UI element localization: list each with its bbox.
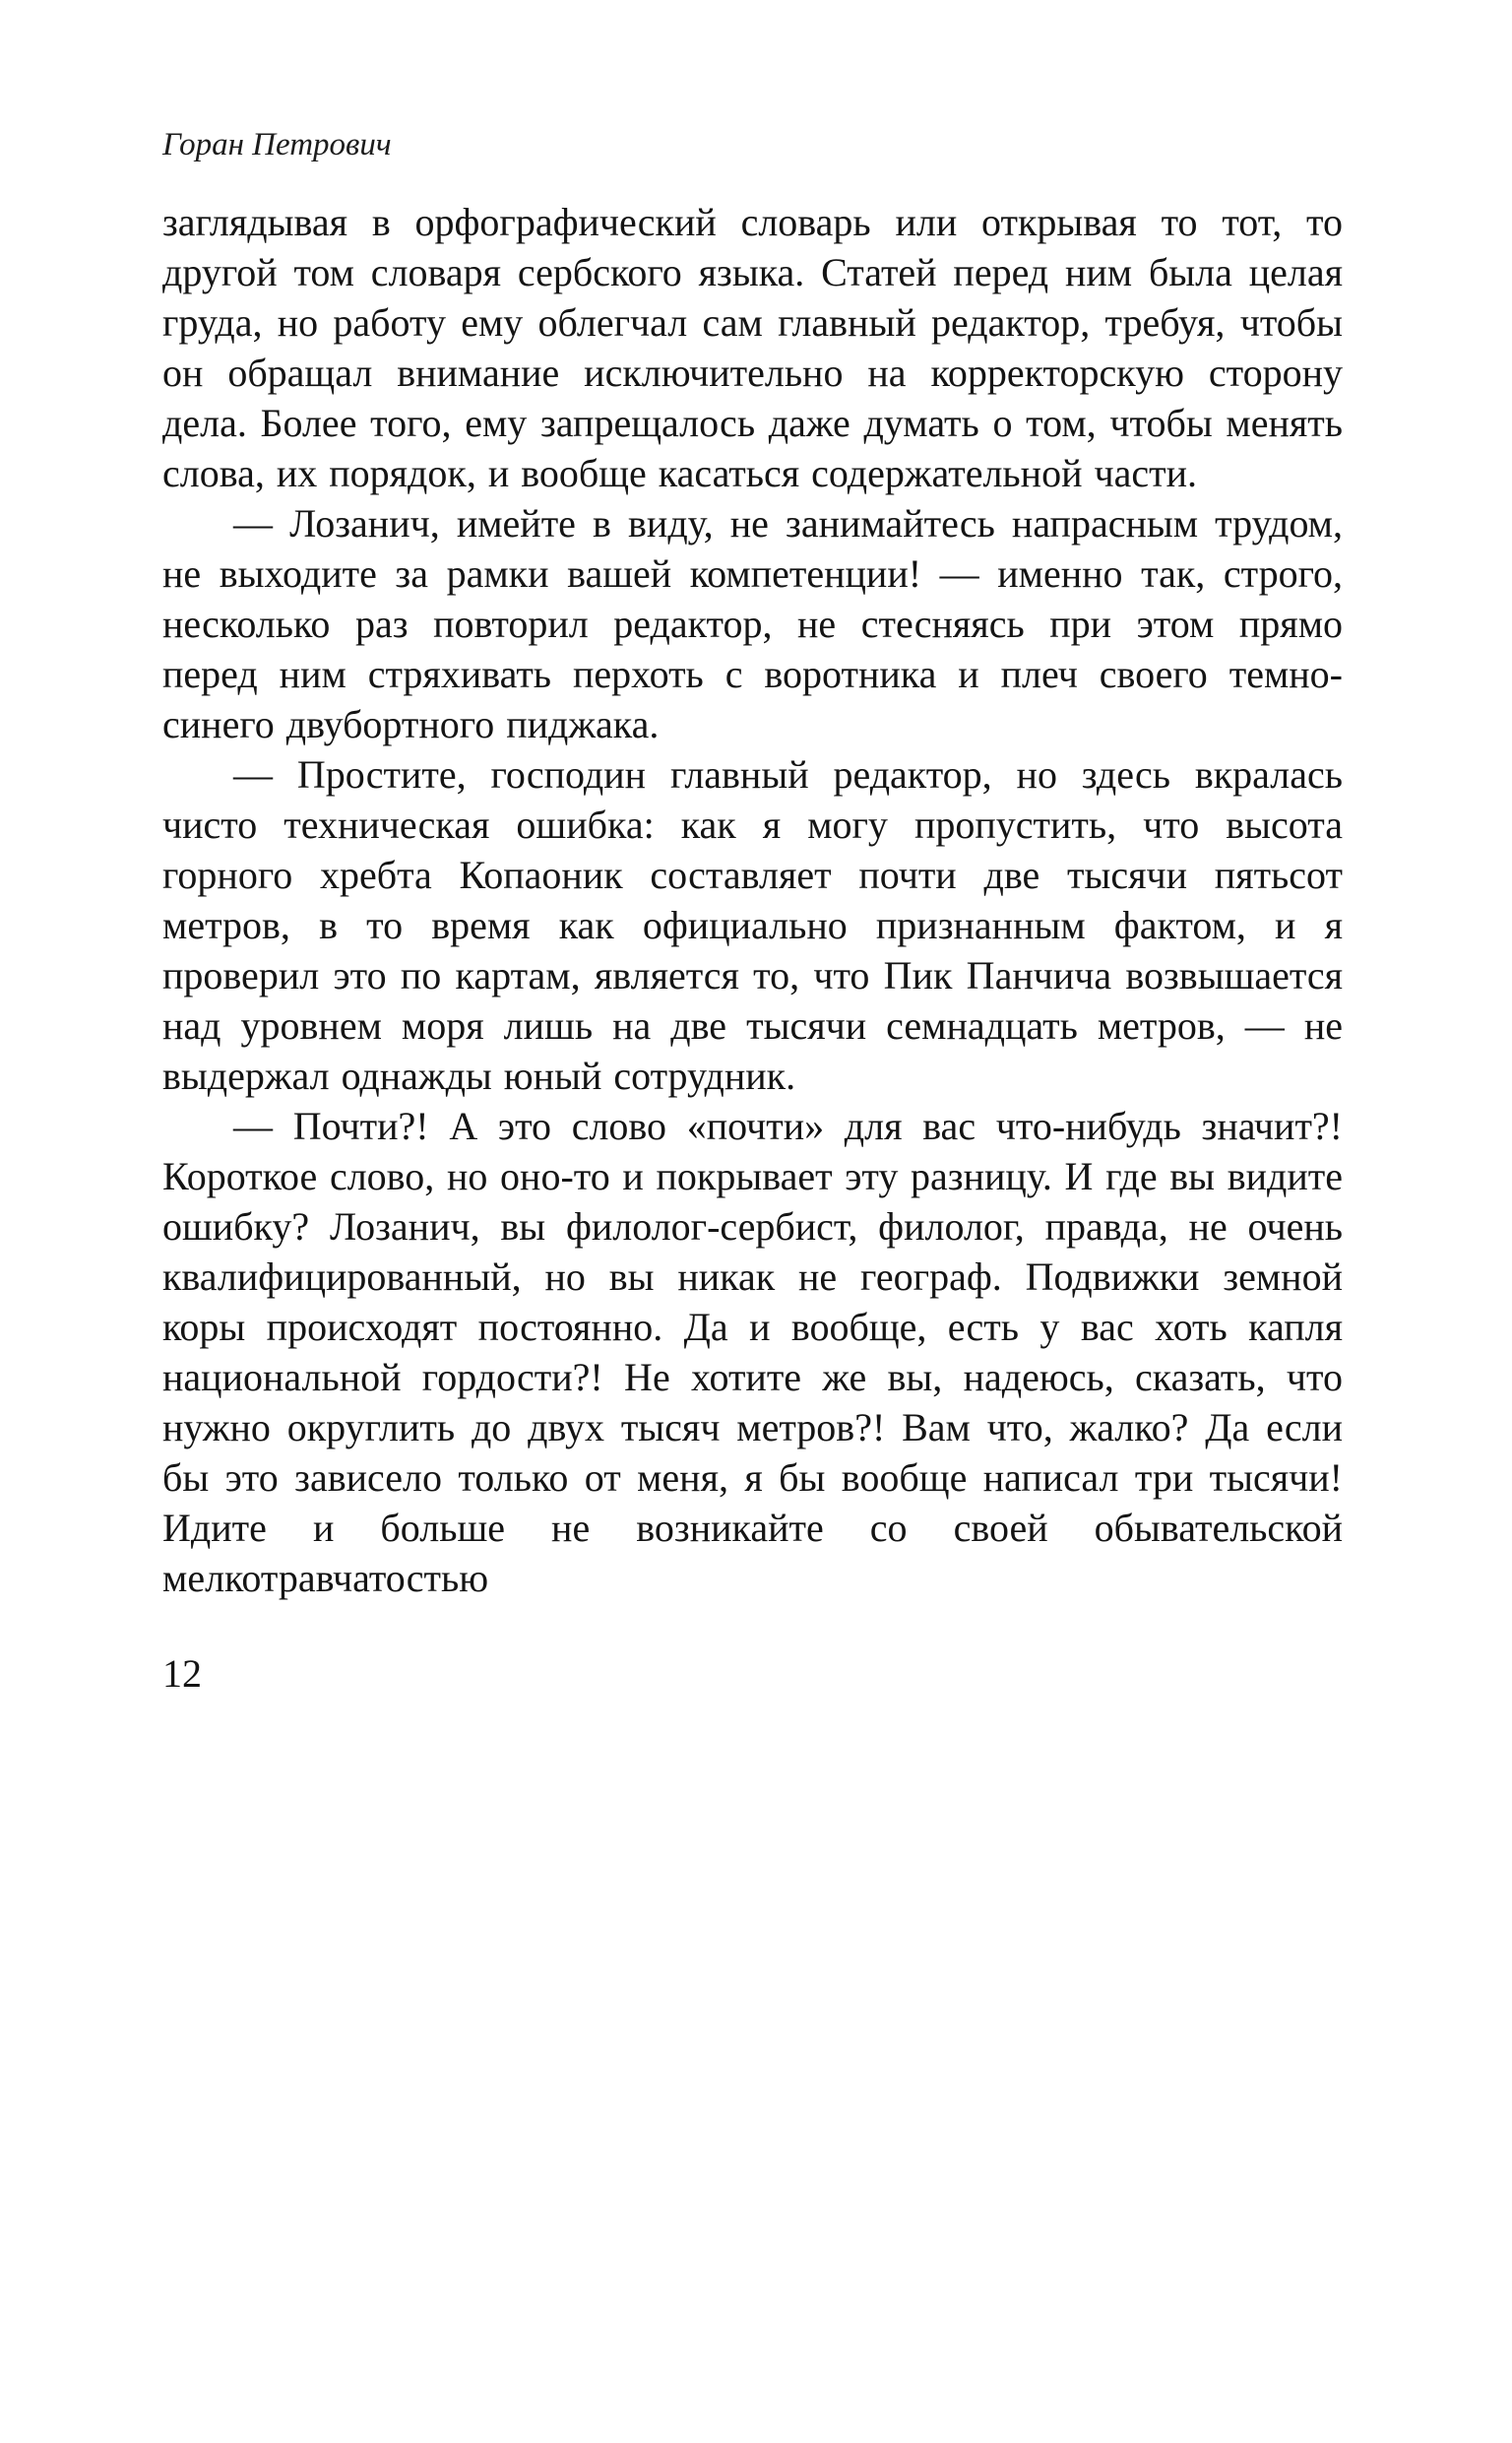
paragraph: заглядывая в орфографический словарь или открывая то тот, то другой том словаря сербского языка. Статей перед ним была целая груда, но работу ему облегчал сам главный редактор, требуя, чтобы он обращал внимание исключительно на корректорскую сторону дела. Более того, ему запрещалось даже думать о том, чтобы менять слова, их порядок, и вообще касаться содержательной части. bbox=[162, 199, 1343, 495]
page-number: 12 bbox=[162, 1650, 202, 1696]
running-header-author: Горан Петрович bbox=[162, 127, 392, 162]
paragraph: — Простите, господин главный редактор, но здесь вкралась чисто техническая ошибка: как я могу пропустить, что высота горного хребта Копаоник составляет почти две тысячи пятьсот метров, в то время как официально признанным фактом, и я проверил это по картам, является то, что Пик Панчича возвышается над уровнем моря лишь на две тысячи семнадцать метров, — не выдержал однажды юный сотрудник. bbox=[162, 751, 1343, 1098]
paragraph: — Почти?! А это слово «почти» для вас что-нибудь значит?! Короткое слово, но оно-то и покрывает эту разницу. И где вы видите ошибку? Лозанич, вы филолог-сербист, филолог, правда, не очень квалифицированный, но вы никак не географ. Подвижки земной коры происходят постоянно. Да и вообще, есть у вас хоть капля национальной гордости?! Не хотите же вы, надеюсь, сказать, что нужно округлить до двух тысяч метров?! Вам что, жалко? Да если бы это зависело только от меня, я бы вообще написал три тысячи! Идите и больше не возникайте со своей обывательской мелкотравчатостью bbox=[162, 1103, 1343, 1600]
page-body bbox=[162, 197, 1343, 1603]
paragraph: — Лозанич, имейте в виду, не занимайтесь напрасным трудом, не выходите за рамки вашей компетенции! — именно так, строго, несколько раз повторил редактор, не стесняясь при этом прямо перед ним стряхивать перхоть с воротника и плеч своего темно-синего двубортного пиджака. bbox=[162, 500, 1343, 746]
